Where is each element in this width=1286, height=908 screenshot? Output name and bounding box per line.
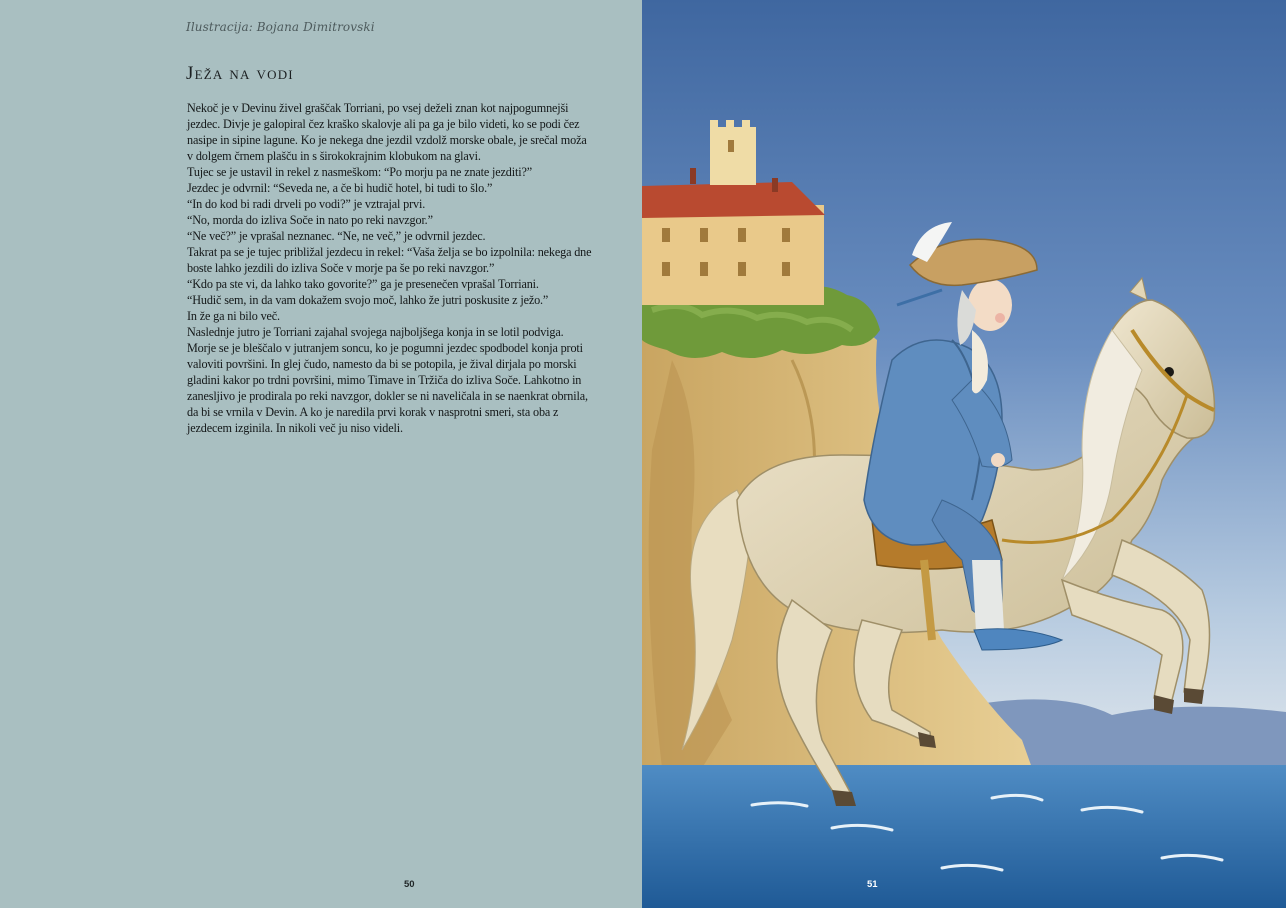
story-paragraph: “Kdo pa ste vi, da lahko tako govorite?” ga je presenečen vprašal Torriani. bbox=[187, 277, 539, 291]
story-paragraph: Naslednje jutro je Torriani zajahal svojega najboljšega konja in se lotil podviga. Morje se je bleščalo v jutranjem soncu, ko je pogumni jezdec spodbodel konja proti valoviti površini. In glej čudo, namesto da bi se potopila, je žival dirjala po morski gladini kakor po trdni površini, mimo Timave in Tržiča do izliva Soče. Lahkotno in zanesljivo je prodirala po reki navzgor, dokler se ni naveličala in se naenkrat obrnila, da bi se vrnila v Devin. A ko je naredila prvi korak v nasprotni smeri, sta oba z jezdecem izginila. In nikoli več ju niso videli. bbox=[187, 325, 588, 435]
tower-merlon bbox=[710, 120, 718, 128]
page-number-right: 51 bbox=[867, 879, 878, 890]
tower-merlon bbox=[742, 120, 750, 128]
rider-face bbox=[968, 279, 1012, 331]
castle-wall bbox=[642, 205, 824, 305]
story-paragraph: “No, morda do izliva Soče in nato po reki navzgor.” bbox=[187, 213, 433, 227]
story-paragraph: Jezdec je odvrnil: “Seveda ne, a če bi hudič hotel, bi tudi to šlo.” bbox=[187, 181, 493, 195]
story-paragraph: In že ga ni bilo več. bbox=[187, 309, 280, 323]
story-title: Ježa na vodi bbox=[186, 63, 294, 84]
rider-cheek bbox=[995, 313, 1005, 323]
story-paragraph: “Ne več?” je vprašal neznanec. “Ne, ne več,” je odvrnil jezdec. bbox=[187, 229, 486, 243]
tower-merlon bbox=[726, 120, 734, 128]
illustration-credit: Ilustracija: Bojana Dimitrovski bbox=[186, 20, 375, 34]
rider-stocking bbox=[972, 560, 1004, 632]
right-page-illustration bbox=[642, 0, 1286, 908]
left-page bbox=[0, 0, 642, 908]
chimney bbox=[690, 168, 696, 184]
rider-hand bbox=[991, 453, 1005, 467]
story-paragraph: Tujec se je ustavil in rekel z nasmeškom: “Po morju pa ne znate jezditi?” bbox=[187, 165, 532, 179]
sea bbox=[642, 765, 1286, 908]
story-paragraph: “In do kod bi radi drveli po vodi?” je vztrajal prvi. bbox=[187, 197, 426, 211]
story-paragraph: Nekoč je v Devinu živel graščak Torriani, po vsej deželi znan kot najpogumnejši jezdec. Divje je galopiral čez kraško skalovje ali pa ga je bilo videti, ko se podi čez nasipe in sipine lagune. Ko je nekega dne jezdil vzdolž morske obale, je srečal moža v dolgem črnem plašču in s širokokrajnim klobukom na glavi. bbox=[187, 101, 587, 163]
story-text bbox=[187, 100, 592, 436]
story-paragraph: Takrat pa se je tujec približal jezdecu in rekel: “Vaša želja se bo izpolnila: nekega dne boste lahko jezdili do izliva Soče v morje pa še po reki navzgor.” bbox=[187, 245, 592, 275]
story-paragraph: “Hudič sem, in da vam dokažem svojo moč, lahko že jutri poskusite z ježo.” bbox=[187, 293, 549, 307]
castle-tower bbox=[710, 127, 756, 185]
rider-on-water-illustration bbox=[642, 0, 1286, 908]
page-number-left: 50 bbox=[404, 879, 415, 890]
chimney bbox=[772, 178, 778, 192]
